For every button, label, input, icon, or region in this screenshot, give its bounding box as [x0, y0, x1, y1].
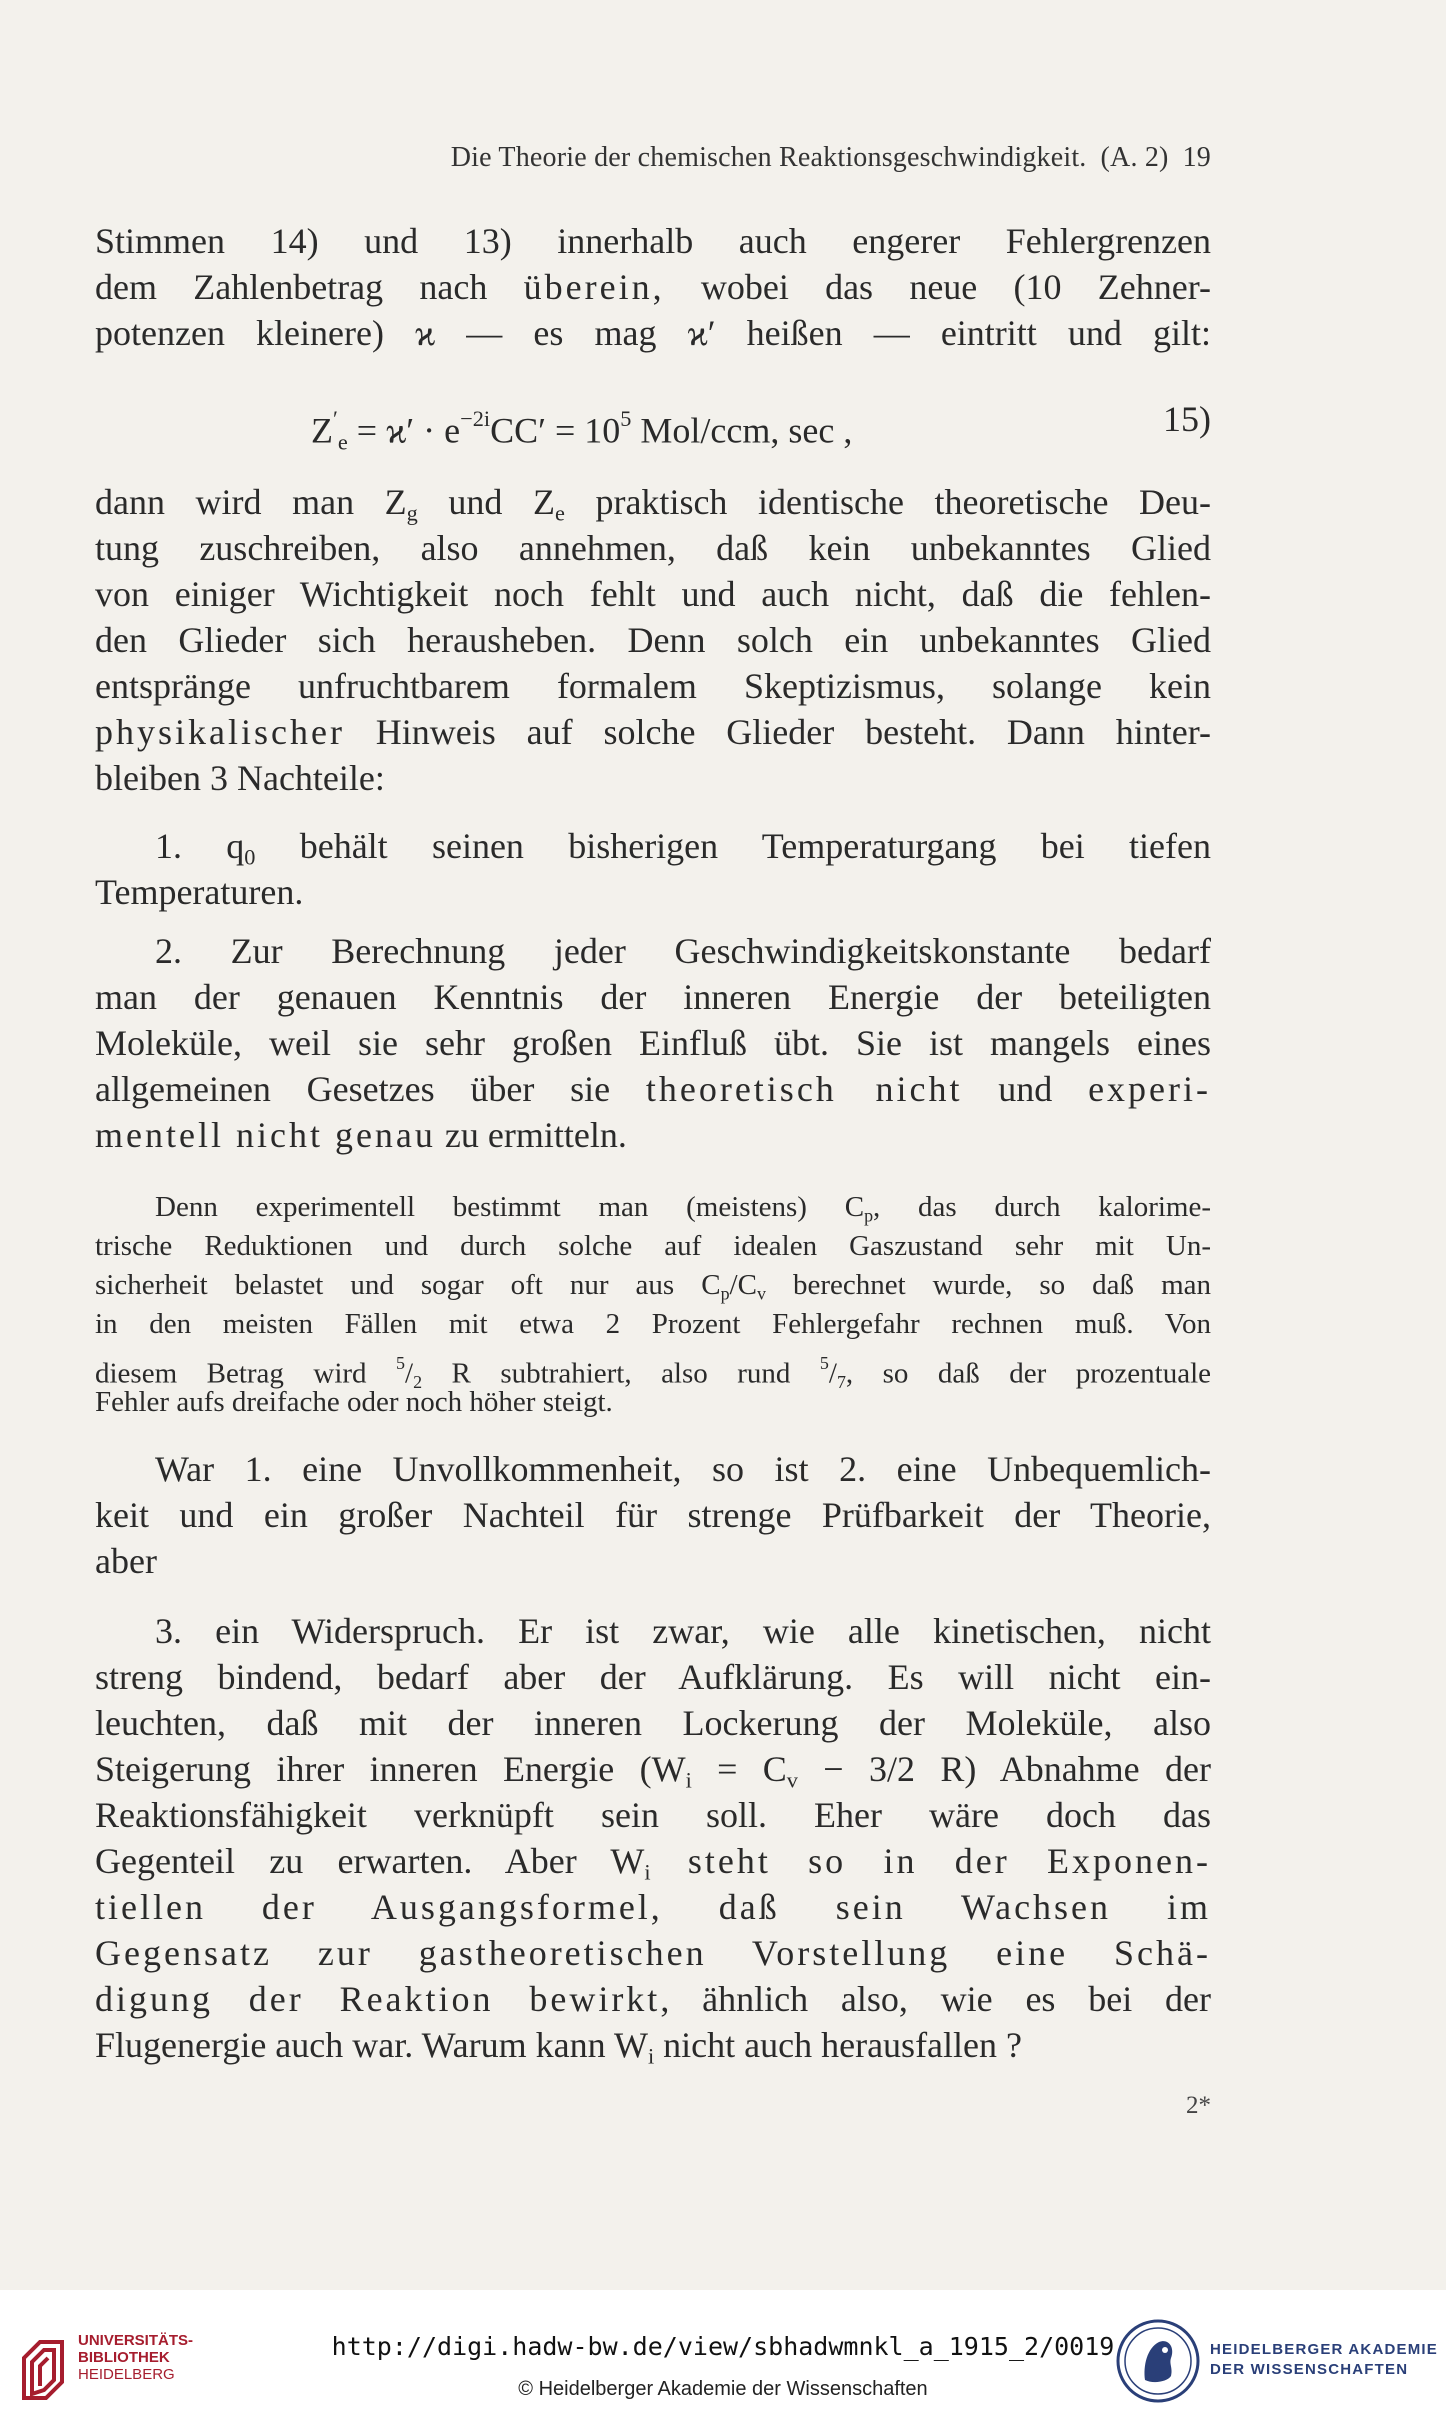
text-line: mentell nicht genau zu ermitteln.	[95, 1115, 627, 1155]
text-line: Steigerung ihrer inneren Energie ($W_i = C_v - 3/2$ R) Abnahme der	[95, 1749, 1211, 1793]
text-line: sicherheit belastet und sogar oft nur aus $C_p/C_v$ berechnet wurde, so daß man	[95, 1269, 1211, 1304]
paragraph-2	[95, 479, 1211, 801]
item-1	[95, 823, 1211, 915]
text-line: tiellen der Ausgangsformel, daß sein Wachsen im	[95, 1887, 1211, 1927]
text-line: den Glieder sich herausheben. Denn solch ein unbekanntes Glied	[95, 620, 1211, 660]
small-print-note	[95, 1188, 1211, 1422]
text-line: Gegenteil zu erwarten. Aber $W_i$ steht so in der Exponen-	[95, 1841, 1212, 1885]
text-line: digung der Reaktion bewirkt, ähnlich also, wie es bei der	[95, 1979, 1211, 2019]
spaced-emphasis: mentell nicht genau	[95, 1115, 436, 1155]
spaced-emphasis: steht so in der Exponen-	[650, 1841, 1212, 1881]
text-line: Temperaturen.	[95, 872, 304, 912]
academy-seal-icon	[1115, 2318, 1201, 2404]
text-line: physikalischer Hinweis auf solche Glieder besteht. Dann hinter-	[95, 712, 1211, 752]
text-line: entspränge unfruchtbarem formalem Skeptizismus, solange kein	[95, 666, 1211, 706]
equation-15	[95, 396, 1211, 455]
paragraph-3	[95, 1446, 1211, 1584]
equation-number: 15)	[1163, 399, 1211, 439]
text-line: in den meisten Fällen mit etwa 2 Prozent Fehlergefahr rechnen muß. Von	[95, 1308, 1211, 1340]
signature-mark: 2*	[1186, 2092, 1211, 2119]
text-line: 3. ein Widerspruch. Er ist zwar, wie alle kinetischen, nicht	[155, 1611, 1211, 1651]
text-line: Fehler aufs dreifache oder noch höher steigt.	[95, 1386, 613, 1418]
item-3	[95, 1608, 1211, 2068]
text-line: bleiben 3 Nachteile:	[95, 758, 385, 798]
equation-body: $Z'_e = ϰ' \cdot e^{-2i}CC' = 10^5$ Mol/ccm, sec ,	[311, 406, 853, 455]
text-line: tung zuschreiben, also annehmen, daß kein unbekanntes Glied	[95, 528, 1211, 568]
text-line: 2. Zur Berechnung jeder Geschwindigkeitskonstante bedarf	[155, 931, 1211, 971]
item-2	[95, 928, 1211, 1158]
text-line: Flugenergie auch war. Warum kann $W_i$ nicht auch herausfallen ?	[95, 2025, 1022, 2069]
text-line: allgemeinen Gesetzes über sie theoretisch nicht und experi-	[95, 1069, 1212, 1109]
copyright-notice: © Heidelberger Akademie der Wissenschaften	[518, 2378, 928, 2400]
running-title: Die Theorie der chemischen Reaktionsgeschwindigkeit.	[450, 142, 1087, 173]
text-line: keit und ein großer Nachteil für strenge Prüfbarkeit der Theorie,	[95, 1495, 1211, 1535]
text-line: dem Zahlenbetrag nach überein, wobei das neue (10 Zehner-	[95, 267, 1211, 307]
header-page-number: 19	[1182, 142, 1211, 173]
paragraph-1	[95, 218, 1211, 356]
text-line: potenzen kleinere) ϰ — es mag ϰ′ heißen — eintritt und gilt:	[95, 313, 1211, 353]
text-line: streng bindend, bedarf aber der Aufklärung. Es will nicht ein-	[95, 1657, 1211, 1697]
spaced-emphasis: physikalischer	[95, 712, 345, 752]
text-line: 1. $q_0$ behält seinen bisherigen Temperaturgang bei tiefen	[155, 826, 1212, 870]
text-line: War 1. eine Unvollkommenheit, so ist 2. eine Unbequemlich-	[155, 1449, 1211, 1489]
text-line: leuchten, daß mit der inneren Lockerung der Moleküle, also	[95, 1703, 1211, 1743]
text-line: man der genauen Kenntnis der inneren Energie der beteiligten	[95, 977, 1211, 1017]
text-line: Gegensatz zur gastheoretischen Vorstellung eine Schä-	[95, 1933, 1211, 1973]
text-line: Stimmen 14) und 13) innerhalb auch engerer Fehlergrenzen	[95, 221, 1211, 261]
spaced-emphasis: digung der Reaktion bewirkt	[95, 1979, 661, 2019]
section-label: (A. 2)	[1100, 142, 1169, 173]
text-line: Moleküle, weil sie sehr großen Einfluß übt. Sie ist mangels eines	[95, 1023, 1211, 1063]
running-header	[95, 142, 1211, 174]
spaced-emphasis: überein,	[523, 267, 665, 307]
spaced-emphasis: experi-	[1088, 1069, 1212, 1109]
text-line: trische Reduktionen und durch solche auf idealen Gaszustand sehr mit Un-	[95, 1230, 1211, 1262]
text-line: diesem Betrag wird $^5/_2$ R subtrahiert, also rund $^5/_7$, so daß der prozentuale	[95, 1353, 1211, 1392]
text-line: Reaktionsfähigkeit verknüpft sein soll. Eher wäre doch das	[95, 1795, 1211, 1835]
permalink-url[interactable]: http://digi.hadw-bw.de/view/sbhadwmnkl_a_1915_2/0019	[331, 2332, 1115, 2361]
university-library-name: UNIVERSITÄTS- BIBLIOTHEK HEIDELBERG	[78, 2332, 194, 2383]
footer-bar	[0, 2290, 1446, 2432]
text-line: Denn experimentell bestimmt man (meistens) $C_p$, das durch kalorime-	[155, 1191, 1211, 1226]
academy-name: HEIDELBERGER AKADEMIE DER WISSENSCHAFTEN	[1210, 2341, 1438, 2378]
text-line: dann wird man $Z_g$ und $Z_e$ praktisch identische theoretische Deu-	[95, 482, 1211, 526]
text-line: von einiger Wichtigkeit noch fehlt und auch nicht, daß die fehlen-	[95, 574, 1211, 614]
text-line: aber	[95, 1541, 157, 1581]
spaced-emphasis: theoretisch nicht	[645, 1069, 963, 1109]
